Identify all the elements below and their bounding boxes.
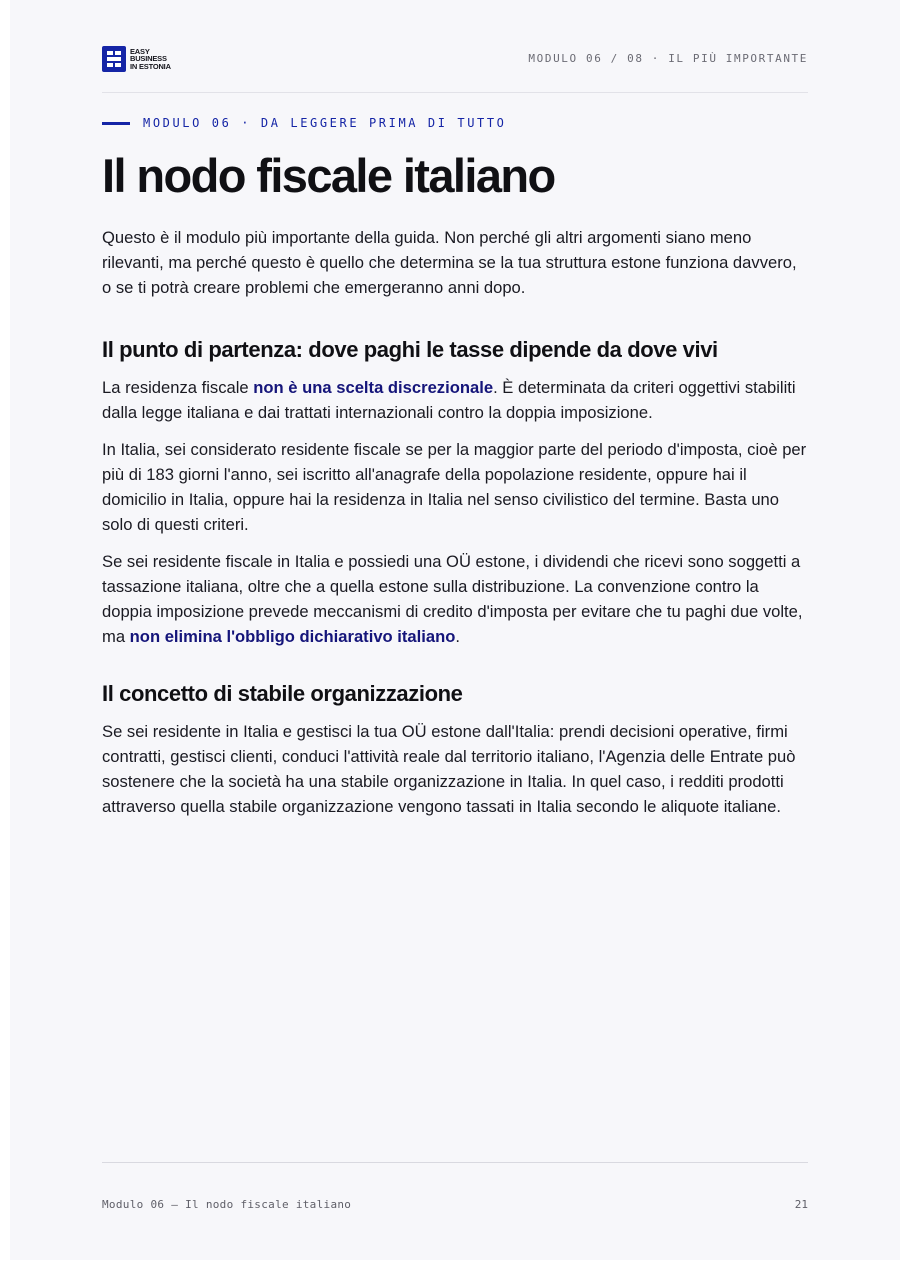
paragraph: Se sei residente in Italia e gestisci la tua OÜ estone dall'Italia: prendi decisioni operative, firmi contratti, gestisci clienti, conduci l'attività reale dal territorio italiano, l'Agenzia delle Entrate può sostenere che la società ha una stabile organizzazione in Italia. In quel caso, i redditi prodotti attraverso quella stabile organizzazione vengono tassati in Italia secondo le aliquote italiane.	[102, 722, 796, 816]
highlighted-phrase: non elimina l'obbligo dichiarativo italiano	[129, 627, 456, 646]
paragraph	[102, 375, 808, 425]
paragraph	[102, 549, 808, 649]
page-header	[102, 44, 808, 74]
running-head: MODULO 06 / 08 · IL PIÙ IMPORTANTE	[528, 52, 808, 65]
eyebrow-dash	[102, 122, 130, 125]
logo-line: BUSINESS	[130, 54, 167, 64]
brand-logo	[102, 46, 171, 72]
article-body	[102, 225, 808, 831]
logo-mark-icon	[102, 46, 126, 72]
footer-divider	[102, 1162, 808, 1163]
page-title: Il nodo fiscale italiano	[102, 149, 555, 202]
text-run: Se sei residente fiscale in Italia e possiedi una OÜ estone, i dividendi che ricevi sono soggetti a tassazione italiana, oltre che a quella estone sulla distribuzione. La convenzione contro la doppia imposizione prevede meccanismi di credito d'imposta per evitare che tu paghi due volte, ma	[102, 552, 803, 646]
text-run: La residenza fiscale	[102, 378, 254, 397]
module-eyebrow	[102, 116, 507, 130]
header-divider	[102, 92, 808, 93]
page-number: 21	[794, 1198, 808, 1211]
eyebrow-text: MODULO 06 · DA LEGGERE PRIMA DI TUTTO	[143, 116, 507, 130]
logo-line: EASY	[130, 46, 150, 56]
logo-line: IN ESTONIA	[130, 61, 171, 71]
section-heading: Il concetto di stabile organizzazione	[102, 681, 463, 706]
text-run: . È determinata da criteri oggettivi stabiliti dalla legge italiana e dai trattati internazionali contro la doppia imposizione.	[102, 378, 796, 422]
paragraph: In Italia, sei considerato residente fiscale se per la maggior parte del periodo d'imposta, cioè per più di 183 giorni l'anno, sei iscritto all'anagrafe della popolazione residente, oppure hai il domicilio in Italia, oppure hai la residenza in Italia nel senso civilistico del termine. Basta uno solo di questi criteri.	[102, 440, 807, 534]
highlighted-phrase: non è una scelta discrezionale	[253, 378, 494, 397]
intro-paragraph: Questo è il modulo più importante della guida. Non perché gli altri argomenti siano meno rilevanti, ma perché questo è quello che determina se la tua struttura estone funziona davvero, o se ti potrà creare problemi che emergeranno anni dopo.	[102, 228, 797, 297]
page	[10, 0, 900, 1260]
logo-wordmark	[130, 48, 171, 71]
section-heading: Il punto di partenza: dove paghi le tasse dipende da dove vivi	[102, 337, 718, 362]
footer-module-title: Modulo 06 — Il nodo fiscale italiano	[102, 1198, 352, 1211]
text-run: .	[455, 627, 461, 646]
